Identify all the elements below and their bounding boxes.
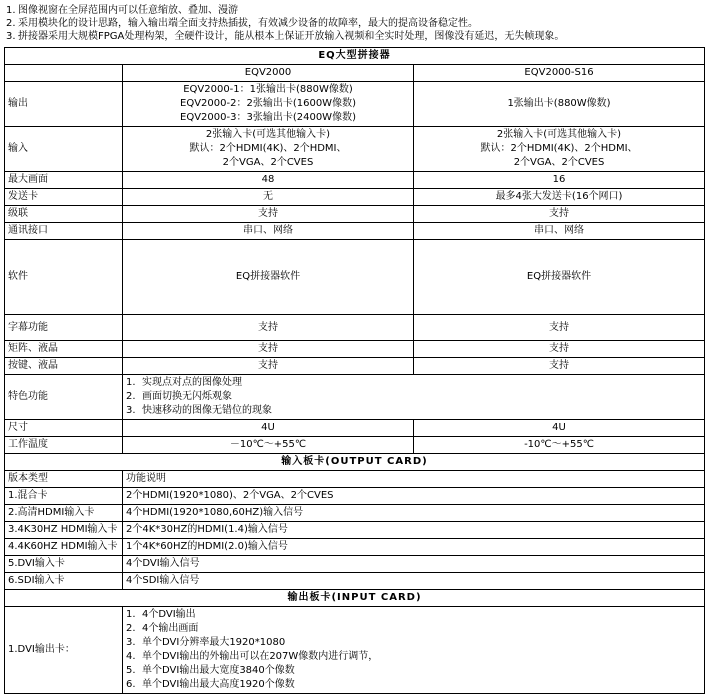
row-value-comm-port-col1: 串口、网络 [123,223,414,240]
table-row [5,315,705,341]
main-title: EQ大型拼接器 [5,48,705,65]
table-row [5,437,705,454]
table-row [5,471,705,488]
intro-line-number: 3. [6,31,16,42]
intro-line-number: 1. [6,5,16,16]
column-header-eqv2000-s16: EQV2000-S16 [414,65,705,82]
row-value-line: 2个VGA、2个CVES [222,157,314,168]
row-value-line: 2张输入卡(可选其他输入卡) [205,129,331,140]
row-label-matrix-lcd: 矩阵、液晶 [5,341,123,358]
output-card-header-desc: 功能说明 [123,471,705,488]
table-row [5,488,705,505]
input-card-item: 5. 单个DVI输出最大宽度3840个像数 [126,665,295,676]
intro-line [6,30,704,43]
output-card-row-desc: 4个SDI输入信号 [123,573,705,590]
row-value-button-lcd-col1: 支持 [123,358,414,375]
row-label-comm-port: 通讯接口 [5,223,123,240]
row-value-temperature-col1: －10℃～+55℃ [123,437,414,454]
row-value-line: EQV2000-1：1张输出卡(880W像数) [183,84,353,95]
row-value-max-screens-col1: 48 [123,172,414,189]
table-row [5,223,705,240]
table-row [5,556,705,573]
table-row [5,358,705,375]
row-value-temperature-col2: -10℃～+55℃ [414,437,705,454]
row-value-line: EQV2000-3：3张输出卡(2400W像数) [180,112,356,123]
table-row [5,172,705,189]
row-value-cascade-col2: 支持 [414,206,705,223]
row-value-input-col1 [123,127,414,172]
output-card-row-desc: 4个DVI输入信号 [123,556,705,573]
header-blank [5,65,123,82]
input-card-label: 1.DVI输出卡： [5,607,123,694]
row-value-input-col2 [414,127,705,172]
row-value-sender-card-col1: 无 [123,189,414,206]
row-value-subtitle-function-col1: 支持 [123,315,414,341]
feature-item: 1. 实现点对点的图像处理 [126,377,242,388]
output-card-row-desc: 2个HDMI(1920*1080)、2个VGA、2个CVES [123,488,705,505]
intro-line [6,17,704,30]
output-card-row-type: 2.高清HDMI输入卡 [5,505,123,522]
table-row-section-title [5,454,705,471]
table-row-header [5,65,705,82]
row-value-line: 1张输出卡(880W像数) [507,98,611,109]
row-value-matrix-lcd-col1: 支持 [123,341,414,358]
output-card-row-desc: 4个HDMI(1920*1080,60HZ)输入信号 [123,505,705,522]
output-card-row-desc: 1个4K*60HZ的HDMI(2.0)输入信号 [123,539,705,556]
output-card-row-type: 4.4K60HZ HDMI输入卡 [5,539,123,556]
row-label-sender-card: 发送卡 [5,189,123,206]
input-card-item: 2. 4个输出画面 [126,623,199,634]
output-card-row-desc: 2个4K*30HZ的HDMI(1.4)输入信号 [123,522,705,539]
input-card-item: 4. 单个DVI输出的外输出可以在207W像数内进行调节， [126,651,379,662]
table-row [5,127,705,172]
row-label-software: 软件 [5,240,123,315]
row-value-line: 默认：2个HDMI(4K)、2个HDMI、 [189,143,347,154]
row-value-subtitle-function-col2: 支持 [414,315,705,341]
row-value-button-lcd-col2: 支持 [414,358,705,375]
table-row [5,206,705,223]
row-value-max-screens-col2: 16 [414,172,705,189]
row-label-subtitle-function: 字幕功能 [5,315,123,341]
row-label-max-screens: 最大画面 [5,172,123,189]
row-label-output: 输出 [5,82,123,127]
row-label-feature: 特色功能 [5,375,123,420]
row-label-button-lcd: 按键、液晶 [5,358,123,375]
table-row [5,341,705,358]
row-value-matrix-lcd-col2: 支持 [414,341,705,358]
column-header-eqv2000: EQV2000 [123,65,414,82]
output-card-row-type: 3.4K30HZ HDMI输入卡 [5,522,123,539]
table-row [5,539,705,556]
row-value-software-col1: EQ拼接器软件 [123,240,414,315]
input-card-item: 6. 单个DVI输出最大高度1920个像数 [126,679,295,690]
input-card-title: 输出板卡(INPUT CARD) [5,590,705,607]
output-card-title: 输入板卡(OUTPUT CARD) [5,454,705,471]
row-value-line: 默认：2个HDMI(4K)、2个HDMI、 [480,143,638,154]
row-value-cascade-col1: 支持 [123,206,414,223]
intro-line-text: 图像视窗在全屏范围内可以任意缩放、叠加、漫游 [18,5,238,16]
row-value-feature [123,375,705,420]
intro-paragraph [6,4,704,43]
row-label-input: 输入 [5,127,123,172]
table-row-input-card [5,607,705,694]
table-row-section-title [5,590,705,607]
row-value-output-col1 [123,82,414,127]
intro-line-text: 拼接器采用大规模FPGA处理构架，全硬件设计，能从根本上保证开放输入视频和全实时处理，图像没有延迟，无失帧现象。 [18,31,565,42]
input-card-item: 3. 单个DVI分辨率最大1920*1080 [126,637,286,648]
output-card-row-type: 1.混合卡 [5,488,123,505]
intro-line [6,4,704,17]
input-card-item: 1. 4个DVI输出 [126,609,196,620]
spec-table [4,47,705,694]
row-value-line: 2张输入卡(可选其他输入卡) [496,129,622,140]
row-value-size-col2: 4U [414,420,705,437]
row-value-sender-card-col2: 最多4张大发送卡(16个网口) [414,189,705,206]
output-card-row-type: 6.SDI输入卡 [5,573,123,590]
input-card-items [123,607,705,694]
row-value-software-col2: EQ拼接器软件 [414,240,705,315]
intro-line-number: 2. [6,18,16,29]
table-row-feature [5,375,705,420]
row-label-temperature: 工作温度 [5,437,123,454]
row-label-cascade: 级联 [5,206,123,223]
row-value-output-col2 [414,82,705,127]
output-card-row-type: 5.DVI输入卡 [5,556,123,573]
feature-item: 3. 快速移动的图像无错位的现象 [126,405,272,416]
table-row [5,522,705,539]
row-value-size-col1: 4U [123,420,414,437]
table-row [5,82,705,127]
table-row [5,505,705,522]
table-row [5,420,705,437]
table-row-title [5,48,705,65]
row-value-line: 2个VGA、2个CVES [513,157,605,168]
feature-item: 2. 画面切换无闪烁观象 [126,391,232,402]
row-label-size: 尺寸 [5,420,123,437]
row-value-comm-port-col2: 串口、网络 [414,223,705,240]
intro-line-text: 采用模块化的设计思路，输入输出端全面支持热插拔，有效减少设备的故障率，最大的提高设备稳定性。 [18,18,478,29]
table-row [5,573,705,590]
output-card-header-type: 版本类型 [5,471,123,488]
table-row [5,240,705,315]
table-row [5,189,705,206]
row-value-line: EQV2000-2：2张输出卡(1600W像数) [180,98,356,109]
